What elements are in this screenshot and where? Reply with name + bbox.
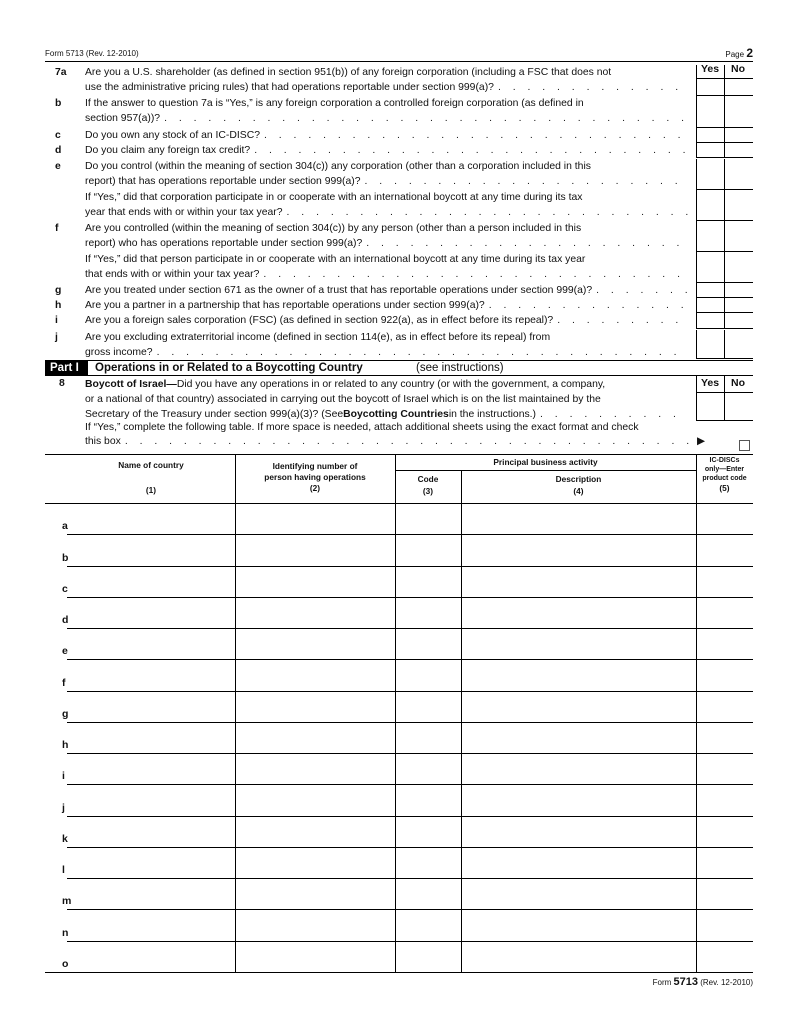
question-text: Do you claim any foreign tax credit? [85, 145, 251, 156]
question-label: 7a [55, 67, 67, 78]
yes-no-boxes[interactable] [696, 330, 753, 359]
q8-line: this box [85, 436, 121, 447]
row-letter: f [62, 676, 66, 689]
question-label: f [55, 223, 59, 234]
question-text: that ends with or within your tax year? [85, 269, 260, 280]
col-num-3: (3) [422, 486, 434, 496]
c5-line: only—Enter [704, 466, 745, 473]
c5-line: IC-DISCs [709, 457, 740, 464]
yes-no-boxes[interactable] [696, 96, 753, 128]
question-label: h [55, 300, 62, 311]
divider [45, 61, 753, 62]
question-text: If “Yes,” did that person participate in or cooperate with an international boycott at any time during its tax year [85, 254, 586, 265]
question-label: c [55, 130, 61, 141]
table-row [67, 691, 753, 692]
col-header-2: Identifying number of [272, 461, 358, 471]
table-row [67, 566, 753, 567]
c5-line: product code [702, 475, 747, 482]
question-text: report) who has operations reportable under section 999(a)? [85, 238, 363, 249]
table-row [67, 659, 753, 660]
yes-no-boxes[interactable] [696, 159, 753, 190]
yes-no-boxes[interactable] [696, 221, 753, 252]
additional-sheets-checkbox[interactable] [739, 440, 750, 451]
yes-header: Yes [701, 63, 720, 75]
q8-line: If “Yes,” complete the following table. If more space is needed, attach additional sheets using the exact format and check [85, 422, 639, 433]
table-row [67, 784, 753, 785]
row-letter: b [62, 551, 69, 564]
question-text: year that ends with or within your tax year? [85, 207, 283, 218]
page-label: Page [725, 50, 745, 59]
row-letter: h [62, 739, 69, 752]
question-text: Are you excluding extraterritorial income (defined in section 114(e), as in effect before its repeal) from [85, 332, 551, 343]
question-text: If “Yes,” did that corporation participate in or cooperate with an international boycott at any time during its tax [85, 192, 583, 203]
question-label: i [55, 315, 58, 326]
page-number [725, 46, 753, 60]
table-row [67, 753, 753, 754]
q8-line: or a national of that country) associated in carrying out the boycott of Israel which is on the list maintained by the [85, 394, 601, 405]
page-num: 2 [746, 46, 753, 60]
col-header-4: Description [555, 474, 602, 484]
table-row [67, 597, 753, 598]
row-letter: n [62, 926, 69, 939]
table-row [67, 722, 753, 723]
question-label: b [55, 98, 62, 109]
col-num-1: (1) [145, 485, 157, 495]
q8-line: in the instructions.) [448, 409, 537, 420]
question-label: e [55, 161, 61, 172]
part-tag: Part I [45, 361, 88, 375]
question-label: g [55, 285, 62, 296]
col-num-5: (5) [719, 483, 730, 493]
q8-bold-ref: Boycotting Countries [343, 409, 449, 420]
row-letter: k [62, 832, 68, 845]
table-row [67, 816, 753, 817]
question-text: Are you a foreign sales corporation (FSC) (as defined in section 922(a), as in effect before its repeal)? [85, 315, 554, 326]
part-title: Operations in or Related to a Boycotting Country [95, 362, 363, 374]
row-letter: j [62, 801, 65, 814]
table-row [67, 847, 753, 848]
form-footer [653, 976, 753, 988]
row-letter: d [62, 614, 69, 627]
yes-no-boxes[interactable] [696, 143, 753, 158]
question-8 [45, 377, 705, 452]
yes-header: Yes [701, 377, 720, 389]
row-letter: g [62, 707, 69, 720]
col-header-3: Code [417, 474, 439, 484]
yes-no-boxes[interactable] [696, 298, 753, 313]
no-header: No [731, 63, 745, 75]
q8-line: Secretary of the Treasury under section 999(a)(3)? (See [85, 409, 344, 420]
arrow-icon: ▶ [697, 436, 705, 447]
row-letter: o [62, 958, 69, 970]
table-row [67, 941, 753, 942]
question-text: report) that has operations reportable under section 999(a)? [85, 176, 361, 187]
table-row [67, 534, 753, 535]
question-text: Do you control (within the meaning of section 304(c)) any corporation (other than a corporation included in this [85, 161, 591, 172]
question-text: use the administrative pricing rules) that had operations reportable under section 999(a)? [85, 82, 494, 93]
question-text: section 957(a))? [85, 113, 161, 124]
col-num-4: (4) [573, 486, 584, 496]
question-text: Do you own any stock of an IC-DISC? [85, 130, 260, 141]
row-letter: a [62, 520, 68, 533]
row-letter: m [62, 895, 72, 908]
col-num-2: (2) [309, 483, 321, 493]
yes-no-boxes[interactable] [696, 283, 753, 298]
question-text: Are you a partner in a partnership that has reportable operations under section 999(a)? [85, 300, 485, 311]
yes-no-boxes[interactable] [696, 190, 753, 221]
q8-bold: Boycott of Israel— [85, 379, 177, 390]
no-header: No [731, 377, 745, 389]
row-letter: i [62, 770, 65, 783]
table-row [67, 628, 753, 629]
yes-no-boxes[interactable] [696, 313, 753, 329]
table-row [67, 878, 753, 879]
table-row [67, 909, 753, 910]
question-text: Are you treated under section 671 as the owner of a trust that has reportable operations under section 999(a)? [85, 285, 593, 296]
row-letter: c [62, 582, 68, 595]
footer-form: Form [652, 978, 672, 987]
question-text: Are you a U.S. shareholder (as defined in section 951(b)) of any foreign corporation (including a FSC that does not [85, 67, 612, 78]
question-text: Are you controlled (within the meaning of section 304(c)) by any person (other than a person included in this [85, 223, 582, 234]
question-label: 8 [59, 378, 65, 389]
footer-num: 5713 [673, 976, 698, 988]
question-text: gross income? [85, 347, 153, 358]
question-label: d [55, 145, 62, 156]
footer-rev: (Rev. 12-2010) [700, 978, 753, 987]
yes-no-boxes[interactable] [696, 252, 753, 283]
part-note: (see instructions) [416, 362, 504, 374]
part-1-header [45, 360, 753, 376]
yes-no-boxes[interactable] [696, 128, 753, 143]
principal-business-activity-header: Principal business activity [493, 457, 598, 467]
question-text: If the answer to question 7a is “Yes,” is any foreign corporation a controlled foreign corporation (as defined in [85, 98, 584, 109]
row-letter: e [62, 645, 68, 658]
question-label: j [55, 332, 58, 343]
row-letter: l [62, 864, 65, 877]
col-header-2b: person having operations [264, 472, 366, 482]
col-header-5 [696, 456, 753, 494]
form-header: Form 5713 (Rev. 12-2010) [45, 49, 139, 58]
q8-line: Did you have any operations in or related to any country (or with the government, a company, [176, 379, 606, 390]
col-header-1: Name of country [118, 460, 184, 470]
